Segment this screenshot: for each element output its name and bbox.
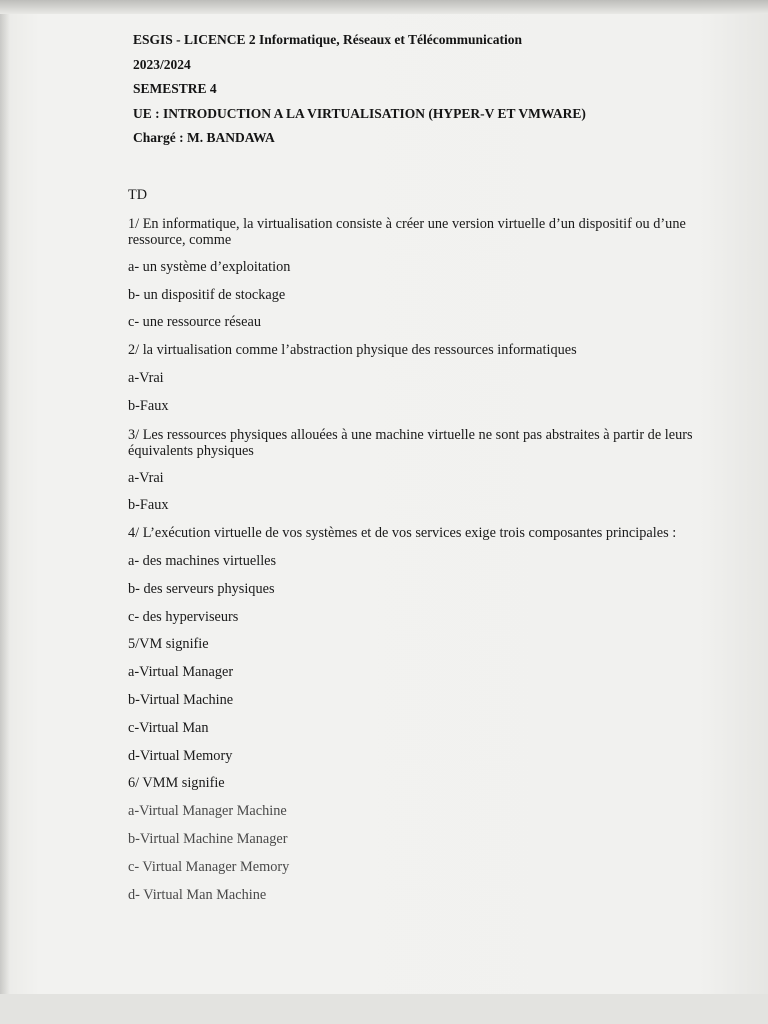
answer-option: b-Virtual Machine Manager [128, 830, 288, 847]
answer-option: a-Vrai [128, 369, 164, 386]
question-text: 5/VM signifie [128, 636, 209, 653]
question-text: 4/ L’exécution virtuelle de vos systèmes et de vos services exige trois composantes principales : [128, 525, 677, 542]
answer-option: a- un système d’exploitation [128, 258, 291, 275]
td-title: TD [128, 187, 148, 203]
answer-option: b-Faux [128, 397, 169, 414]
answer-option: d- Virtual Man Machine [128, 886, 267, 903]
answer-option: a- des machines virtuelles [128, 552, 277, 569]
ue-line: UE : INTRODUCTION A LA VIRTUALISATION (HYPER-V ET VMWARE) [133, 105, 586, 121]
question-text: 1/ En informatique, la virtualisation consiste à créer une version virtuelle d’un dispositif ou d’une ressource, comme [128, 215, 686, 248]
answer-option: a-Vrai [128, 469, 164, 486]
answer-option: c- Virtual Manager Memory [128, 858, 290, 875]
answer-option: b-Virtual Machine [128, 691, 234, 708]
answer-option: b- des serveurs physiques [128, 580, 275, 597]
answer-option: a-Virtual Manager Machine [128, 803, 287, 820]
answer-option: a-Virtual Manager [128, 664, 234, 681]
question-text: 2/ la virtualisation comme l’abstraction physique des ressources informatiques [128, 342, 577, 359]
question-text: 3/ Les ressources physiques allouées à une machine virtuelle ne sont pas abstraites à partir de leurs équivalents physiques [128, 426, 693, 459]
answer-option: b-Faux [128, 497, 169, 514]
answer-option: c- des hyperviseurs [128, 608, 239, 625]
year-line: 2023/2024 [133, 56, 191, 72]
paper-top-edge [0, 0, 768, 14]
answer-option: c- une ressource réseau [128, 314, 261, 331]
question-text: 6/ VMM signifie [128, 775, 225, 792]
teacher-line: Chargé : M. BANDAWA [133, 130, 275, 145]
answer-option: b- un dispositif de stockage [128, 286, 286, 303]
exercise-body [128, 182, 740, 909]
answer-option: c-Virtual Man [128, 719, 209, 736]
semester-line: SEMESTRE 4 [133, 81, 217, 96]
school-line: ESGIS - LICENCE 2 Informatique, Réseaux et Télécommunication [133, 32, 523, 47]
document-header [133, 28, 693, 151]
answer-option: d-Virtual Memory [128, 747, 233, 764]
paper-bottom-edge [0, 994, 768, 1024]
